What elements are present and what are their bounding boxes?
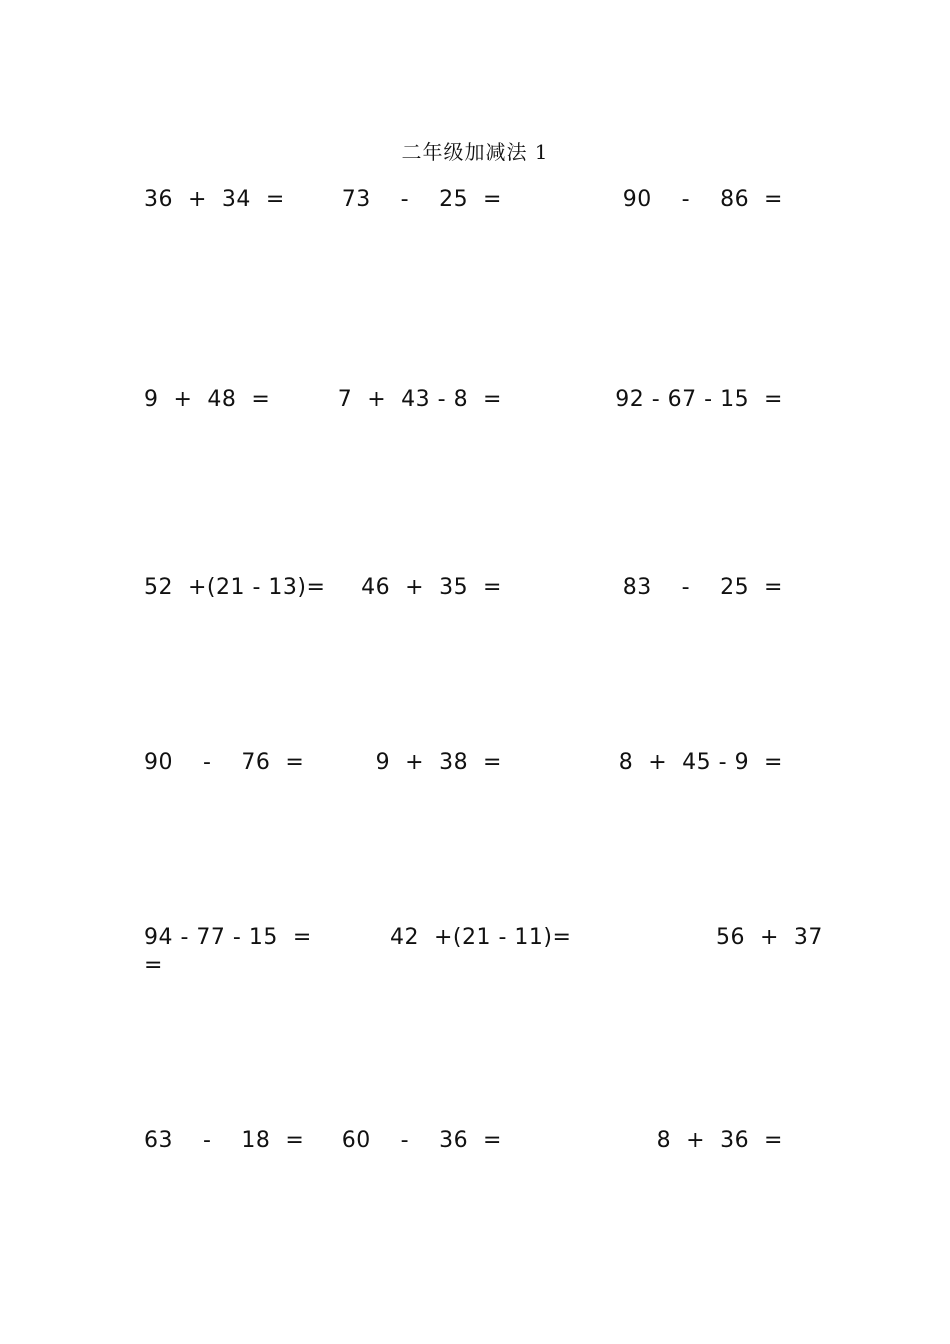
problem-13-wrapped-equals: = (144, 953, 163, 978)
problem-14: 42 +(21 - 11)= (390, 925, 572, 950)
problem-9: 83 - 25 = (622, 575, 783, 600)
worksheet-title: 二年级加减法 1 (401, 140, 549, 164)
problem-1: 36 + 34 = (144, 187, 285, 212)
problem-7: 52 +(21 - 13)= (144, 575, 326, 600)
problem-17: 60 - 36 = (341, 1128, 502, 1153)
problem-11: 9 + 38 = (375, 750, 502, 775)
problem-5: 7 + 43 - 8 = (337, 387, 502, 412)
problem-18: 8 + 36 = (656, 1128, 783, 1153)
problem-15: 56 + 37 (716, 925, 823, 950)
problem-10: 90 - 76 = (144, 750, 305, 775)
problem-13: 94 - 77 - 15 = (144, 925, 312, 950)
problem-3: 90 - 86 = (622, 187, 783, 212)
problem-6: 92 - 67 - 15 = (615, 387, 783, 412)
problem-16: 63 - 18 = (144, 1128, 305, 1153)
problem-4: 9 + 48 = (144, 387, 271, 412)
problem-2: 73 - 25 = (341, 187, 502, 212)
problem-12: 8 + 45 - 9 = (618, 750, 783, 775)
problem-8: 46 + 35 = (361, 575, 502, 600)
